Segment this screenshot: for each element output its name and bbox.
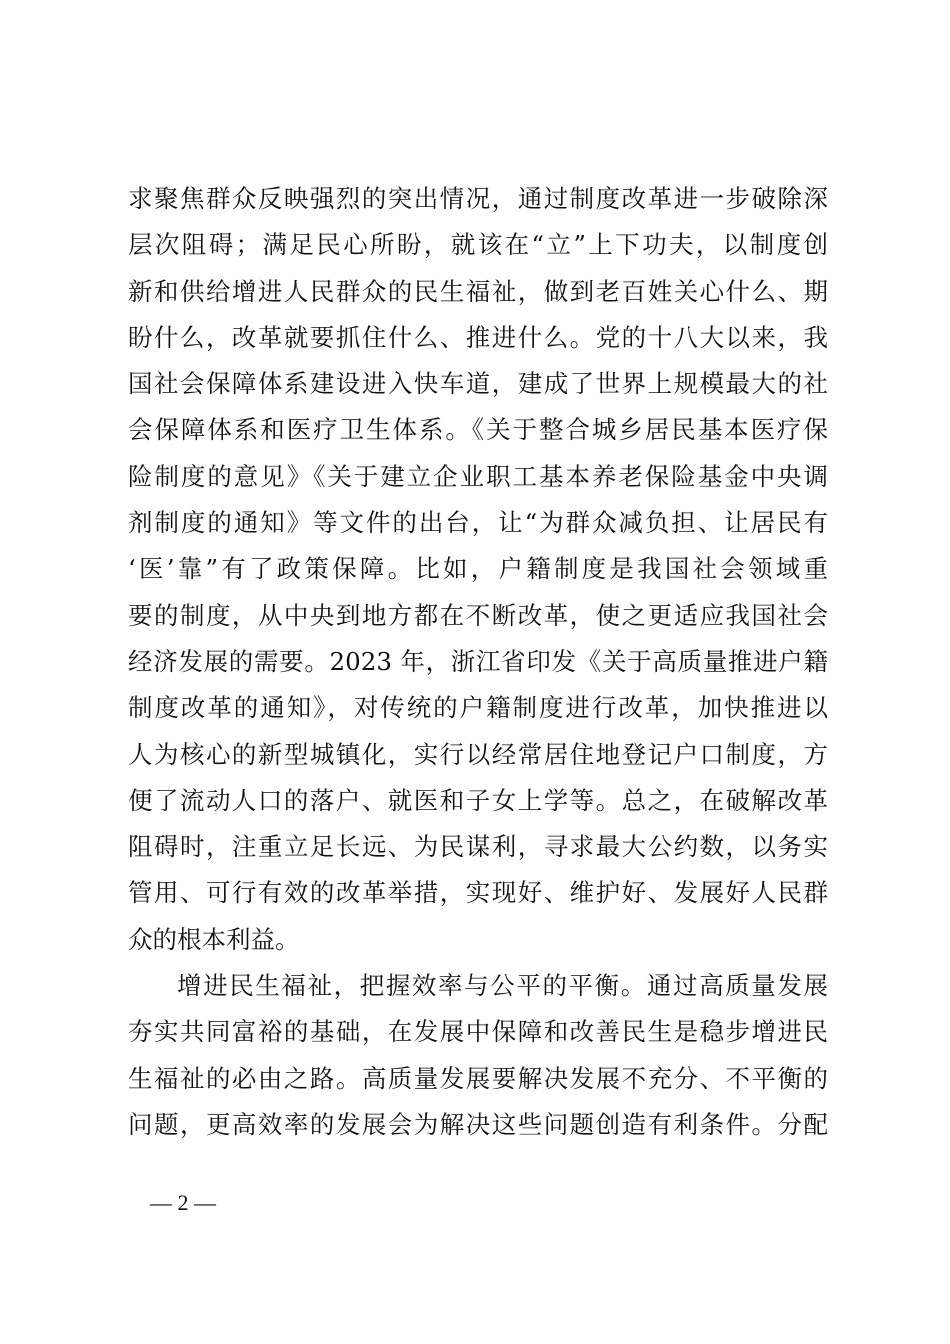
text-line: 人为核心的新型城镇化，实行以经常居住地登记户口制度，方	[128, 739, 828, 769]
body-text	[128, 176, 828, 1148]
text-line: 国社会保障体系建设进入快车道，建成了世界上规模最大的社	[128, 369, 828, 399]
text-line: 盼什么，改革就要抓住什么、推进什么。党的十八大以来，我	[128, 322, 828, 352]
paragraph-end-line: 众的根本利益。	[128, 924, 300, 954]
text-line: ‘医’靠”有了政策保障。比如，户籍制度是我国社会领域重	[128, 554, 828, 584]
text-line: 会保障体系和医疗卫生体系。《关于整合城乡居民基本医疗保	[128, 415, 828, 445]
text-line: 经济发展的需要。2023 年，浙江省印发《关于高质量推进户籍	[128, 646, 828, 676]
text-line: 便了流动人口的落户、就医和子女上学等。总之，在破解改革	[128, 785, 828, 815]
text-line: 层次阻碍；满足民心所盼，就该在“立”上下功夫，以制度创	[128, 230, 828, 260]
text-line: 剂制度的通知》等文件的出台，让“为群众减负担、让居民有	[128, 508, 828, 538]
text-line: 夯实共同富裕的基础，在发展中保障和改善民生是稳步增进民	[128, 1017, 828, 1047]
text-line: 生福祉的必由之路。高质量发展要解决发展不充分、不平衡的	[128, 1063, 828, 1093]
text-line: 阻碍时，注重立足长远、为民谋利，寻求最大公约数，以务实	[128, 832, 828, 862]
text-line: 要的制度，从中央到地方都在不断改革，使之更适应我国社会	[128, 600, 828, 630]
page-number: — 2 —	[150, 1190, 216, 1215]
text-line: 新和供给增进人民群众的民生福祉，做到老百姓关心什么、期	[128, 276, 828, 306]
text-line: 管用、可行有效的改革举措，实现好、维护好、发展好人民群	[128, 878, 828, 908]
text-line: 问题，更高效率的发展会为解决这些问题创造有利条件。分配	[128, 1109, 828, 1139]
text-line: 险制度的意见》《关于建立企业职工基本养老保险基金中央调	[128, 461, 828, 491]
text-line: 制度改革的通知》，对传统的户籍制度进行改革，加快推进以	[128, 693, 828, 723]
paragraph-first-line: 增进民生福祉，把握效率与公平的平衡。通过高质量发展	[177, 971, 828, 1001]
text-line: 求聚焦群众反映强烈的突出情况，通过制度改革进一步破除深	[128, 184, 828, 213]
